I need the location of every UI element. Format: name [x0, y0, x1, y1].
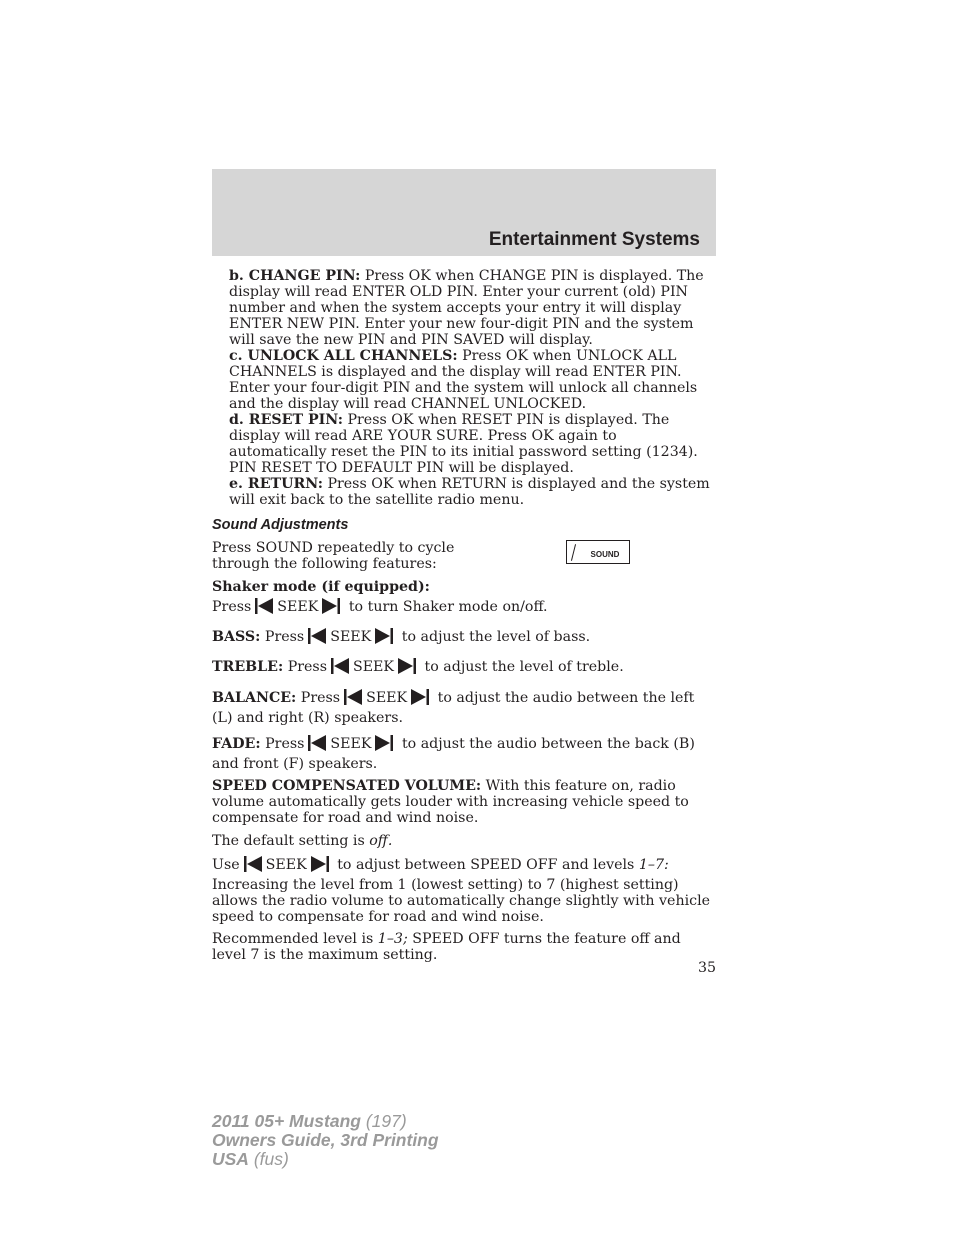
seek-back-icon — [344, 689, 362, 705]
bass-post: to adjust the level of bass. — [401, 629, 591, 645]
reset-pin-label: d. RESET PIN: — [229, 412, 343, 428]
shaker-label: Shaker mode (if equipped): — [212, 579, 430, 595]
seek-forward-icon — [398, 658, 416, 674]
scv-label: SPEED COMPENSATED VOLUME: — [212, 778, 482, 794]
sound-button-icon — [566, 540, 630, 564]
fade-paragraph: FADE: Press SEEK to adjust the audio between the back (B) and front (F) speakers. — [212, 736, 695, 772]
seek-label: SEEK — [330, 736, 372, 752]
seek-forward-icon — [375, 628, 393, 644]
treble-paragraph: TREBLE: Press SEEK to adjust the level of treble. — [212, 659, 624, 675]
treble-label: TREBLE: — [212, 659, 284, 675]
unlock-channels-text: Press OK when UNLOCK ALL CHANNELS is displayed and the display will read ENTER PIN. Enter your four-digit PIN and the system will unlock all channels and the display will read CHANNEL UNLOCKED. — [229, 348, 698, 412]
scv-text: With this feature on, radio volume automatically gets louder with increasing vehicle speed to compensate for road and wind noise. — [212, 778, 689, 826]
seek-label: SEEK — [330, 629, 372, 645]
balance-post: to adjust the audio between the left (L) and right (R) speakers. — [212, 690, 695, 726]
sound-key-label: SOUND — [590, 550, 620, 559]
recommended-level-paragraph: Recommended level is 1–3; SPEED OFF turns the feature off and level 7 is the maximum setting. — [212, 931, 681, 963]
return-text: Press OK when RETURN is displayed and the system will exit back to the satellite radio menu. — [229, 476, 710, 508]
return-label: e. RETURN: — [229, 476, 323, 492]
fade-label: FADE: — [212, 736, 261, 752]
bass-label: BASS: — [212, 629, 261, 645]
seek-forward-icon — [322, 598, 340, 614]
change-pin-text: Press OK when CHANGE PIN is displayed. The display will read ENTER OLD PIN. Enter your current (old) PIN number and when the system accepts your entry it will display ENTER NEW PIN. Enter your new four-digit PIN and the system will save the new PIN and PIN SAVED will display. — [229, 268, 704, 348]
seek-label: SEEK — [265, 857, 307, 873]
sound-intro-row — [212, 540, 716, 576]
shaker-paragraph: Press SEEK to turn Shaker mode on/off. — [212, 599, 548, 615]
section-title: Entertainment Systems — [488, 229, 700, 250]
footer-line-guide: Owners Guide, 3rd Printing — [212, 1130, 439, 1150]
seek-label: SEEK — [352, 659, 395, 675]
increase-level-paragraph: Increasing the level from 1 (lowest setting) to 7 (highest setting) allows the radio volume to automatically change slightly with vehicle speed to compensate for road and wind noise. — [212, 877, 711, 925]
shaker-post: to turn Shaker mode on/off. — [348, 599, 548, 615]
change-pin-paragraph — [212, 268, 716, 348]
return-paragraph — [212, 476, 716, 508]
seek-back-icon — [308, 735, 326, 751]
default-setting-paragraph: The default setting is off. — [212, 833, 393, 849]
sound-intro-text: Press SOUND repeatedly to cycle through the following features: — [212, 540, 455, 572]
section-header-band — [212, 169, 716, 256]
reset-pin-text: Press OK when RESET PIN is displayed. The display will read ARE YOUR SURE. Press OK again to automatically reset the PIN to its initial password setting (1234). PIN RESET TO DEFAULT PIN will be displayed. — [229, 412, 698, 476]
default-value: off. — [369, 833, 393, 849]
seek-label: SEEK — [277, 599, 319, 615]
seek-back-icon — [331, 658, 349, 674]
levels-value: 1–7: — [638, 857, 669, 873]
page-content — [212, 268, 716, 963]
seek-forward-icon — [375, 735, 393, 751]
seek-back-icon — [255, 598, 273, 614]
treble-post: to adjust the level of treble. — [424, 659, 624, 675]
use-seek-paragraph: Use SEEK to adjust between SPEED OFF and levels 1–7: — [212, 857, 669, 873]
balance-label: BALANCE: — [212, 690, 297, 706]
speed-compensated-volume-paragraph — [212, 778, 716, 826]
seek-back-icon — [308, 628, 326, 644]
unlock-channels-label: c. UNLOCK ALL CHANNELS: — [229, 348, 458, 364]
bass-paragraph: BASS: Press SEEK to adjust the level of bass. — [212, 629, 591, 645]
page-number: 35 — [697, 960, 716, 976]
recommended-value: 1–3; — [377, 931, 408, 947]
footer-line-model: 2011 05+ Mustang (197) — [212, 1111, 407, 1131]
seek-forward-icon — [411, 689, 429, 705]
seek-label: SEEK — [366, 690, 408, 706]
seek-back-icon — [244, 856, 262, 872]
balance-paragraph: BALANCE: Press SEEK to adjust the audio between the left (L) and right (R) speakers. — [212, 690, 695, 726]
change-pin-label: b. CHANGE PIN: — [229, 268, 361, 284]
fade-post: to adjust the audio between the back (B) and front (F) speakers. — [212, 736, 695, 772]
reset-pin-paragraph — [212, 412, 716, 476]
sound-adjustments-heading: Sound Adjustments — [212, 517, 349, 533]
document-footer — [212, 1112, 439, 1169]
seek-forward-icon — [311, 856, 329, 872]
unlock-channels-paragraph — [212, 348, 716, 412]
footer-line-region: USA (fus) — [212, 1149, 289, 1169]
